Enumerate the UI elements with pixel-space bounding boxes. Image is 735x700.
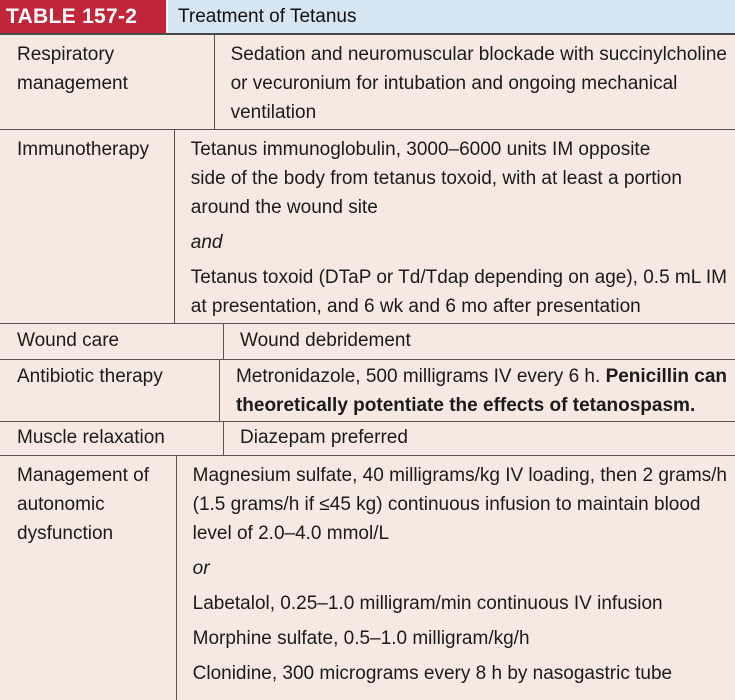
content-line: or vecuronium for intubation and ongoing mechanical (230, 73, 678, 94)
row-label (0, 324, 224, 359)
content-line (236, 362, 727, 391)
table-row-autonomic (0, 456, 735, 700)
content-line: Morphine sulfate, 0.5–1.0 milligram/kg/h (192, 628, 530, 649)
table-title: Treatment of Tetanus (178, 5, 357, 27)
row-label-line: Management of (17, 465, 150, 486)
content-line: Magnesium sulfate, 40 milligrams/kg IV loading, then 2 grams/h (192, 465, 727, 486)
content-line: at presentation, and 6 wk and 6 mo after presentation (190, 296, 641, 317)
content-line: (1.5 grams/h if ≤45 kg) continuous infusion to maintain blood (192, 494, 701, 515)
content-line: Tetanus immunoglobulin, 3000–6000 units IM opposite (190, 139, 651, 160)
row-label-line: Respiratory (17, 44, 115, 65)
table-row-immunotherapy (0, 130, 735, 324)
row-label (0, 422, 224, 455)
content-line: Labetalol, 0.25–1.0 milligram/min continuous IV infusion (192, 593, 663, 614)
content-line: ventilation (230, 102, 317, 123)
row-content (224, 422, 735, 455)
table-row-antibiotic (0, 360, 735, 422)
row-content (177, 456, 735, 700)
row-label (0, 130, 175, 323)
row-label-line: management (17, 73, 128, 94)
row-content (220, 360, 735, 421)
table-number-badge: TABLE 157-2 (0, 0, 168, 33)
table-header (0, 0, 735, 35)
content-text: Metronidazole, 500 milligrams IV every 6 h. (235, 366, 606, 387)
table-row-muscle-relaxation (0, 422, 735, 456)
content-conjunction: or (192, 558, 210, 579)
table-row-respiratory (0, 35, 735, 130)
content-line: Clonidine, 300 micrograms every 8 h by nasogastric tube (192, 663, 673, 684)
content-warning: Penicillin can (605, 366, 727, 387)
content-line: Sedation and neuromuscular blockade with succinylcholine (230, 44, 727, 65)
row-label-line: autonomic dysfunction (17, 494, 114, 544)
table-row-wound-care (0, 324, 735, 360)
content-line: Diazepam preferred (240, 427, 408, 448)
row-content (175, 130, 735, 323)
content-line: level of 2.0–4.0 mmol/L (192, 523, 390, 544)
content-line: Tetanus toxoid (DTaP or Td/Tdap depending on age), 0.5 mL IM (190, 267, 727, 288)
row-label (0, 35, 215, 129)
content-conjunction: and (190, 232, 223, 253)
row-label-line: Muscle relaxation (17, 427, 165, 448)
content-line: side of the body from tetanus toxoid, with at least a portion (190, 168, 682, 189)
content-warning: theoretically potentiate the effects of tetanospasm. (235, 395, 696, 416)
row-label-line: Antibiotic therapy (17, 366, 163, 387)
content-line: around the wound site (190, 197, 378, 218)
row-label (0, 360, 220, 421)
row-content (215, 35, 735, 129)
row-label-line: Immunotherapy (17, 139, 150, 160)
row-label (0, 456, 177, 700)
row-label-line: Wound care (17, 330, 120, 351)
content-line: Wound debridement (240, 330, 411, 351)
row-content (224, 324, 735, 359)
